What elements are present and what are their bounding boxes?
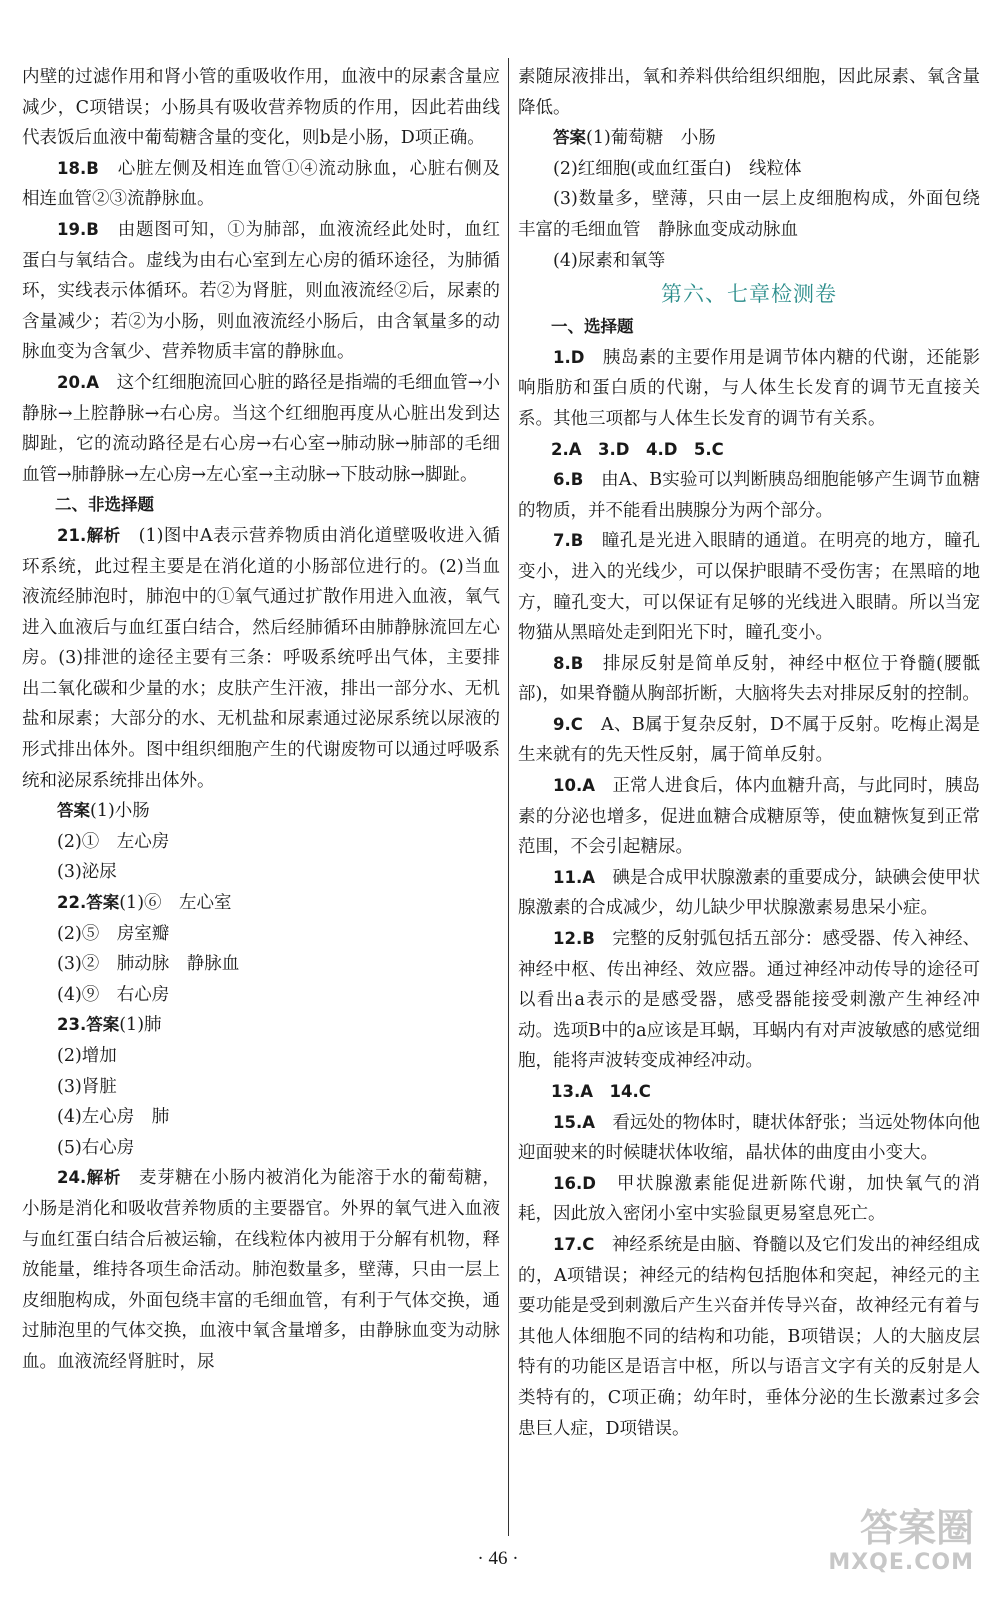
q22-answer-line-3: (3)② 肺动脉 静脉血: [57, 954, 240, 975]
q19-number: 19.B: [57, 219, 99, 239]
column-divider: [508, 58, 509, 1536]
q23-answer-line-4: (4)左心房 肺: [57, 1107, 170, 1128]
q21-answer-label: 答案: [57, 801, 90, 821]
q10-number: 10.A: [553, 776, 595, 796]
q11-number: 11.A: [553, 867, 595, 887]
q8-number: 8.B: [553, 653, 584, 673]
q22-answer-line-2: (2)⑤ 房室瓣: [57, 923, 170, 944]
q11-paragraph: [518, 863, 980, 924]
q6-number: 6.B: [553, 470, 584, 490]
left-column: [22, 62, 500, 1378]
q22-answer-line-4: (4)⑨ 右心房: [57, 984, 170, 1005]
q24-paragraph: [22, 1163, 500, 1377]
q16-text: 甲状腺激素能促进新陈代谢，加快氧气的消耗，因此放入密闭小室中实验鼠更易窒息死亡。: [518, 1173, 980, 1225]
q10-paragraph: [518, 771, 980, 863]
watermark-text: 答案圈: [859, 1506, 974, 1550]
q8-paragraph: [518, 649, 980, 710]
q24-analysis-label: 解析: [86, 1168, 121, 1188]
q23-answer-line-2: (2)增加: [57, 1046, 117, 1066]
q22-answer-1: (1)⑥ 左心室: [119, 893, 232, 914]
q22-answer-line-1: [22, 888, 500, 919]
q22-answer-label: 答案: [86, 893, 120, 913]
section-heading-choice: 一、选择题: [551, 317, 634, 337]
q22-number: 22.: [57, 893, 87, 913]
q21-answer-line-3: (3)泌尿: [57, 862, 117, 883]
right-column: [518, 62, 980, 1444]
q12-text: 完整的反射弧包括五部分：感受器、传入神经、神经中枢、传出神经、效应器。通过神经冲动传导的途径可以看出a表示的是感受器，感受器能接受刺激产生神经冲动。选项B中的a应该是耳蜗，耳蜗内有对声波敏感的感觉细胞，能将声波转变成神经冲动。: [518, 929, 981, 1072]
q20-text: 这个红细胞流回心脏的路径是指端的毛细血管→小静脉→上腔静脉→右心房。当这个红细胞再度从心脏出发到达脚趾，它的流动路径是右心房→右心室→肺动脉→肺部的毛细血管→肺静脉→左心房→左心室→主动脉→下肢动脉→脚趾。: [22, 372, 500, 485]
q1-paragraph: [518, 343, 980, 435]
q18-number: 18.B: [57, 158, 99, 178]
q21-answer-1: (1)小肠: [90, 801, 150, 822]
intro-paragraph: 内壁的过滤作用和肾小管的重吸收作用，血液中的尿素含量应减少，C项错误；小肠具有吸收营养物质的作用，因此若曲线代表饭后血液中葡萄糖含量的变化，则b是小肠，D项正确。: [22, 67, 500, 149]
q7-number: 7.B: [553, 531, 584, 551]
q23-answer-line-5: (5)右心房: [57, 1137, 135, 1158]
q9-text: A、B属于复杂反射，D不属于反射。吃梅止渴是生来就有的先天性反射，属于简单反射。: [518, 714, 981, 766]
q17-number: 17.C: [553, 1234, 595, 1254]
q24-text: 麦芽糖在小肠内被消化为能溶于水的葡萄糖，小肠是消化和吸收营养物质的主要器官。外界的氧气进入血液与血红蛋白结合后被运输，在线粒体内被用于分解有机物，释放能量，维持各项生命活动。肺泡数量多，壁薄，只由一层上皮细胞构成，外面包绕丰富的毛细血管，有利于气体交换，通过肺泡里的气体交换，血液中氧含量增多，由静脉血变为动脉血。血液流经肾脏时，尿: [22, 1168, 501, 1372]
q18-text: 心脏左侧及相连血管①④流动脉血，心脏右侧及相连血管②③流静脉血。: [22, 158, 501, 210]
q23-number: 23.: [57, 1015, 87, 1035]
q16-paragraph: [518, 1169, 980, 1230]
section-heading-non-choice: 二、非选择题: [55, 495, 154, 515]
q7-text: 瞳孔是光进入眼睛的通道。在明亮的地方，瞳孔变小，进入的光线少，可以保护眼睛不受伤害；在黑暗的地方，瞳孔变大，可以保证有足够的光线进入眼睛。所以当宠物猫从黑暗处走到阳光下时，瞳孔变小。: [518, 531, 980, 644]
q13-14-answers: 13.A 14.C: [551, 1082, 651, 1101]
q15-paragraph: [518, 1108, 980, 1169]
q24-answer-line-1: [518, 123, 980, 154]
q10-text: 正常人进食后，体内血糖升高，与此同时，胰岛素的分泌也增多，促进血糖合成糖原等，使血糖恢复到正常范围，不会引起糖尿。: [518, 776, 980, 858]
watermark-url: MXQE.COM: [828, 1550, 974, 1575]
q21-text: (1)图中A表示营养物质由消化道壁吸收进入循环系统，此过程主要是在消化道的小肠部位进行的。(2)当血液流经肺泡时，肺泡中的①氧气通过扩散作用进入血液，氧气进入血液后与血红蛋白结合，然后经肺循环由肺静脉流回左心房。(3)排泄的途径主要有三条：呼吸系统呼出气体，主要排出二氧化碳和少量的水；皮肤产生汗液，排出一部分水、无机盐和尿素；大部分的水、无机盐和尿素通过泌尿系统以尿液的形式排出体外。图中组织细胞产生的代谢废物可以通过呼吸系统和泌尿系统排出体外。: [22, 525, 501, 791]
q24-answer-line-4: (4)尿素和氧等: [553, 250, 666, 271]
q15-text: 看远处的物体时，睫状体舒张；当远处物体向他迎面驶来的时候睫状体收缩，晶状体的曲度由小变大。: [518, 1112, 980, 1164]
q8-text: 排尿反射是简单反射，神经中枢位于脊髓(腰骶部)，如果脊髓从胸部折断，大脑将失去对排尿反射的控制。: [518, 653, 980, 705]
q9-paragraph: [518, 710, 980, 771]
q11-text: 碘是合成甲状腺激素的重要成分，缺碘会使甲状腺激素的合成减少，幼儿缺少甲状腺激素易患呆小症。: [518, 867, 980, 919]
q9-number: 9.C: [553, 714, 583, 734]
q23-answer-line-1: [22, 1010, 500, 1041]
chapter-title: 第六、七章检测卷: [661, 282, 837, 307]
q12-number: 12.B: [553, 929, 595, 949]
q6-text: 由A、B实验可以判断胰岛细胞能够产生调节血糖的物质，并不能看出胰腺分为两个部分。: [518, 470, 981, 521]
q23-answer-1: (1)肺: [119, 1015, 162, 1036]
watermark-logo: [806, 1506, 974, 1588]
q12-paragraph: [518, 924, 980, 1077]
q24-number: 24.: [57, 1168, 87, 1188]
q24-answer-1: (1)葡萄糖 小肠: [586, 128, 716, 149]
q1-text: 胰岛素的主要作用是调节体内糖的代谢，还能影响脂肪和蛋白质的代谢，与人体生长发育的调节无直接关系。其他三项都与人体生长发育的调节有关系。: [518, 347, 981, 429]
q6-paragraph: [518, 465, 980, 526]
q24-answer-line-3: (3)数量多，壁薄，只由一层上皮细胞构成，外面包绕丰富的毛细血管 静脉血变成动脉血: [518, 189, 980, 240]
q23-answer-line-3: (3)肾脏: [57, 1076, 117, 1097]
q19-paragraph: [22, 215, 500, 368]
q7-paragraph: [518, 526, 980, 648]
q15-number: 15.A: [553, 1112, 595, 1132]
q17-paragraph: [518, 1230, 980, 1444]
q24-answer-line-2: (2)红细胞(或血红蛋白) 线粒体: [553, 158, 802, 179]
q19-text: 由题图可知，①为肺部，血液流经此处时，血红蛋白与氧结合。虚线为由右心室到左心房的循环途径，为肺循环，实线表示体循环。若②为肾脏，则血液流经②后，尿素的含量减少；若②为小肠，则血液流经小肠后，由含氧量多的动脉血变为含氧少、营养物质丰富的静脉血。: [22, 219, 501, 363]
q1-number: 1.D: [553, 347, 585, 367]
q21-number: 21.: [57, 525, 87, 545]
q21-answer-line-2: (2)① 左心房: [57, 831, 170, 852]
q24-answer-label: 答案: [553, 128, 586, 148]
q23-answer-label: 答案: [86, 1015, 120, 1035]
q20-paragraph: [22, 368, 500, 490]
q18-paragraph: [22, 154, 500, 215]
q21-answer-line-1: [22, 796, 500, 827]
q17-text: 神经系统是由脑、脊髓以及它们发出的神经组成的，A项错误；神经元的结构包括胞体和突起，神经元的主要功能是受到刺激后产生兴奋并传导兴奋，故神经元有着与其他人体细胞不同的结构和功能，B项错误；人的大脑皮层特有的功能区是语言中枢，所以与语言文字有关的反射是人类特有的，C项正确；幼年时，垂体分泌的生长激素过多会患巨人症，D项错误。: [518, 1234, 981, 1439]
q16-number: 16.D: [553, 1173, 596, 1193]
q2-5-answers: 2.A 3.D 4.D 5.C: [551, 439, 724, 459]
q24-continuation: 素随尿液排出，氧和养料供给组织细胞，因此尿素、氧含量降低。: [518, 67, 980, 118]
page-number: · 46 ·: [477, 1548, 519, 1569]
q21-paragraph: [22, 521, 500, 796]
q20-number: 20.A: [57, 372, 99, 392]
q21-analysis-label: 解析: [86, 525, 121, 545]
